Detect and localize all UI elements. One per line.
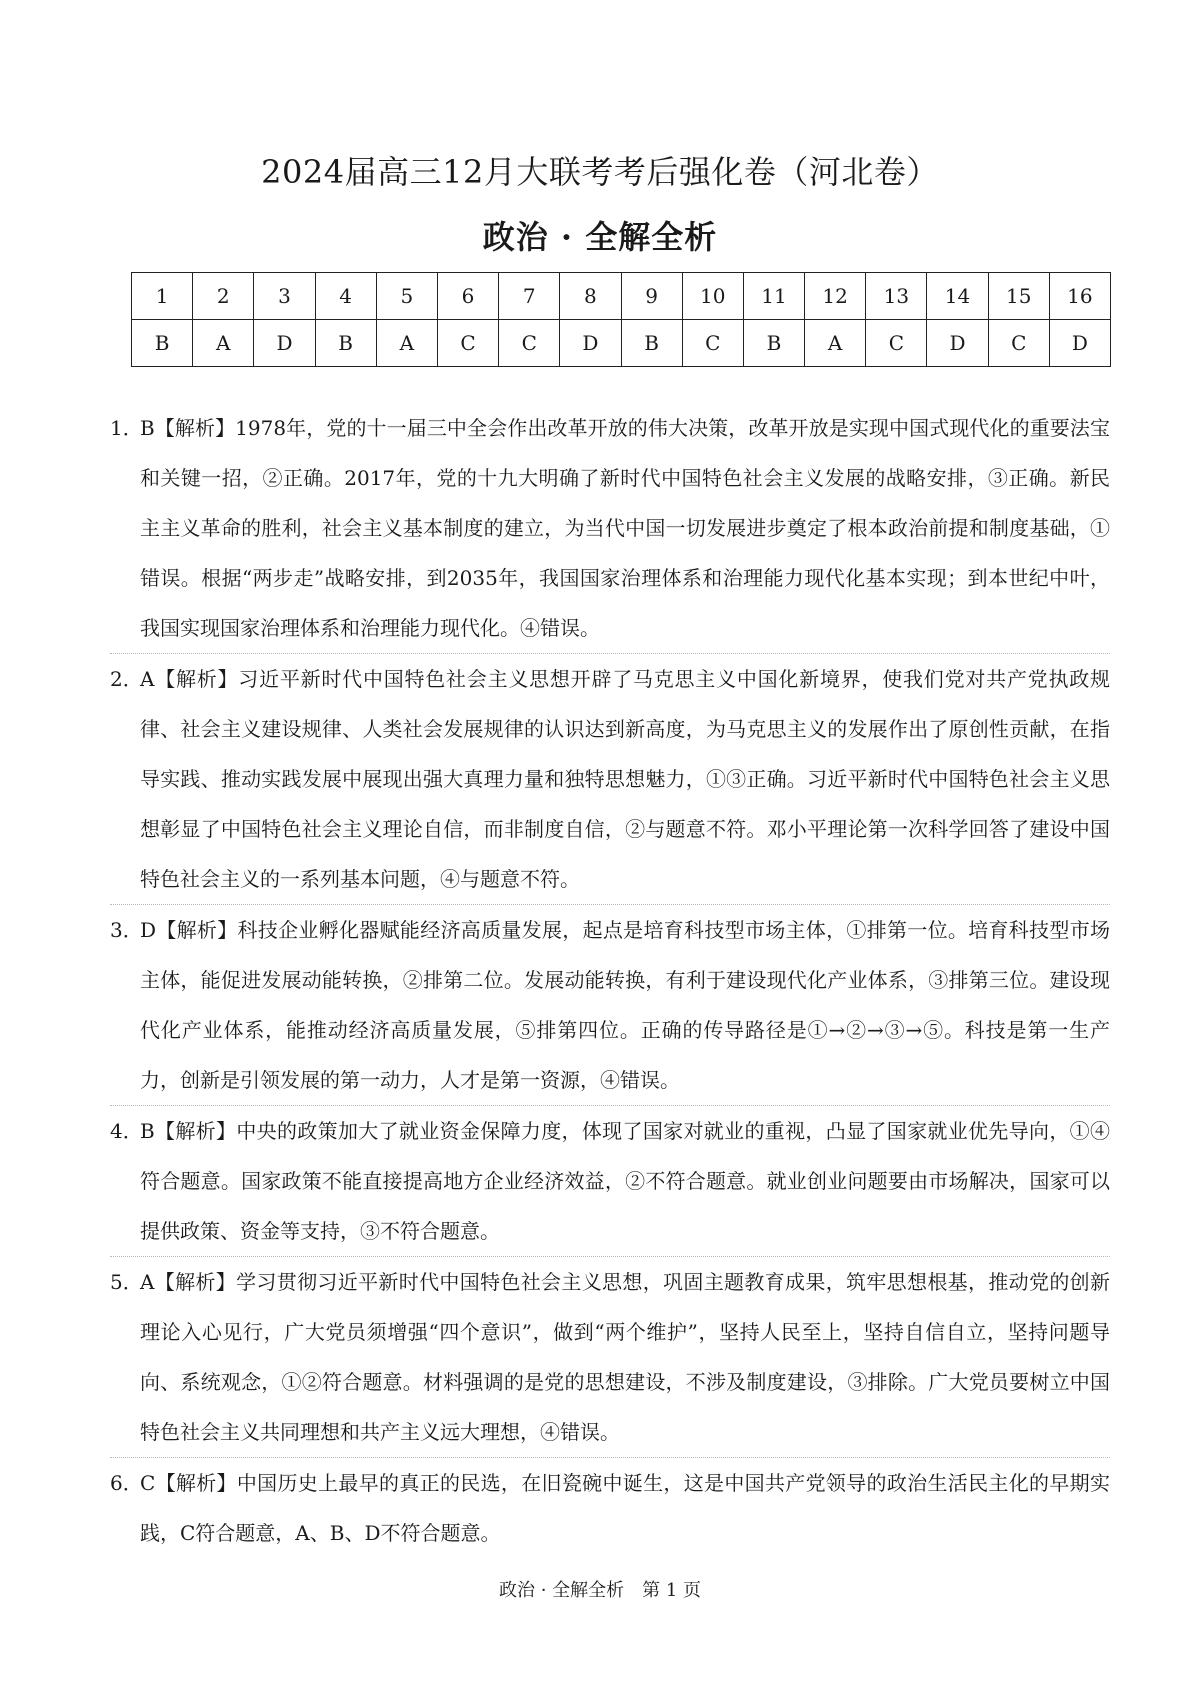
explanation-item [110, 905, 1110, 1105]
item-number: 6． [110, 1471, 143, 1495]
explanation-item [110, 1257, 1110, 1457]
answer-cell: B [743, 320, 804, 367]
question-number-cell: 2 [193, 273, 254, 320]
question-number-cell: 5 [376, 273, 437, 320]
question-number-cell: 1 [132, 273, 193, 320]
item-number: 3． [110, 918, 143, 942]
question-number-cell: 9 [621, 273, 682, 320]
answer-table-answer-row [132, 320, 1111, 367]
question-number-cell: 14 [927, 273, 988, 320]
question-number-cell: 13 [866, 273, 927, 320]
explanation-item [110, 1458, 1110, 1558]
document-title: 2024届高三12月大联考考后强化卷（河北卷） [261, 153, 939, 191]
explanation-item [110, 1106, 1110, 1256]
question-number-cell: 16 [1049, 273, 1110, 320]
item-text: B【解析】中央的政策加大了就业资金保障力度，体现了国家对就业的重视，凸显了国家就业优先导向，①④符合题意。国家政策不能直接提高地方企业经济效益，②不符合题意。就业创业问题要由市场解决，国家可以提供政策、资金等支持，③不符合题意。 [140, 1119, 1110, 1243]
answer-cell: C [988, 320, 1049, 367]
answer-cell: D [927, 320, 988, 367]
question-number-cell: 11 [743, 273, 804, 320]
question-number-cell: 4 [315, 273, 376, 320]
answer-cell: C [866, 320, 927, 367]
item-text: D【解析】科技企业孵化器赋能经济高质量发展，起点是培育科技型市场主体，①排第一位。培育科技型市场主体，能促进发展动能转换，②排第二位。发展动能转换，有利于建设现代化产业体系，③排第三位。建设现代化产业体系，能推动经济高质量发展，⑤排第四位。正确的传导路径是①→②→③→⑤。科技是第一生产力，创新是引领发展的第一动力，人才是第一资源，④错误。 [140, 918, 1110, 1092]
question-number-cell: 8 [560, 273, 621, 320]
document-subtitle: 政治 · 全解全析 [482, 218, 718, 256]
item-text: B【解析】1978年，党的十一届三中全会作出改革开放的伟大决策，改革开放是实现中国式现代化的重要法宝和关键一招，②正确。2017年，党的十九大明确了新时代中国特色社会主义发展的战略安排，③正确。新民主主义革命的胜利，社会主义基本制度的建立，为当代中国一切发展进步奠定了根本政治前提和制度基础，①错误。根据“两步走”战略安排，到2035年，我国国家治理体系和治理能力现代化基本实现；到本世纪中叶，我国实现国家治理体系和治理能力现代化。④错误。 [140, 416, 1110, 640]
item-number: 5． [110, 1270, 143, 1294]
explanation-item [110, 403, 1110, 653]
item-number: 4． [110, 1119, 143, 1143]
question-number-cell: 15 [988, 273, 1049, 320]
answer-cell: A [193, 320, 254, 367]
answer-cell: C [499, 320, 560, 367]
question-number-cell: 12 [805, 273, 866, 320]
explanation-list [110, 403, 1110, 1558]
answer-table-number-row [132, 273, 1111, 320]
item-text: C【解析】中国历史上最早的真正的民选，在旧瓷碗中诞生，这是中国共产党领导的政治生活民主化的早期实践，C符合题意，A、B、D不符合题意。 [140, 1471, 1110, 1545]
answer-cell: A [376, 320, 437, 367]
question-number-cell: 10 [682, 273, 743, 320]
answer-cell: D [560, 320, 621, 367]
page-footer: 政治 · 全解全析 第 1 页 [498, 1580, 702, 1601]
question-number-cell: 6 [437, 273, 498, 320]
question-number-cell: 3 [254, 273, 315, 320]
explanation-item [110, 654, 1110, 904]
answer-cell: C [437, 320, 498, 367]
answer-cell: C [682, 320, 743, 367]
answer-cell: B [315, 320, 376, 367]
answer-cell: A [805, 320, 866, 367]
answer-cell: D [1049, 320, 1110, 367]
question-number-cell: 7 [499, 273, 560, 320]
item-number: 2． [110, 667, 143, 691]
item-number: 1． [110, 416, 143, 440]
item-text: A【解析】习近平新时代中国特色社会主义思想开辟了马克思主义中国化新境界，使我们党对共产党执政规律、社会主义建设规律、人类社会发展规律的认识达到新高度，为马克思主义的发展作出了原创性贡献，在指导实践、推动实践发展中展现出强大真理力量和独特思想魅力，①③正确。习近平新时代中国特色社会主义思想彰显了中国特色社会主义理论自信，而非制度自信，②与题意不符。邓小平理论第一次科学回答了建设中国特色社会主义的一系列基本问题，④与题意不符。 [140, 667, 1110, 891]
answer-cell: D [254, 320, 315, 367]
answer-cell: B [621, 320, 682, 367]
answer-table [131, 272, 1111, 367]
item-text: A【解析】学习贯彻习近平新时代中国特色社会主义思想，巩固主题教育成果，筑牢思想根基，推动党的创新理论入心见行，广大党员须增强“四个意识”，做到“两个维护”，坚持人民至上，坚持自信自立，坚持问题导向、系统观念，①②符合题意。材料强调的是党的思想建设，不涉及制度建设，③排除。广大党员要树立中国特色社会主义共同理想和共产主义远大理想，④错误。 [140, 1270, 1110, 1444]
answer-cell: B [132, 320, 193, 367]
